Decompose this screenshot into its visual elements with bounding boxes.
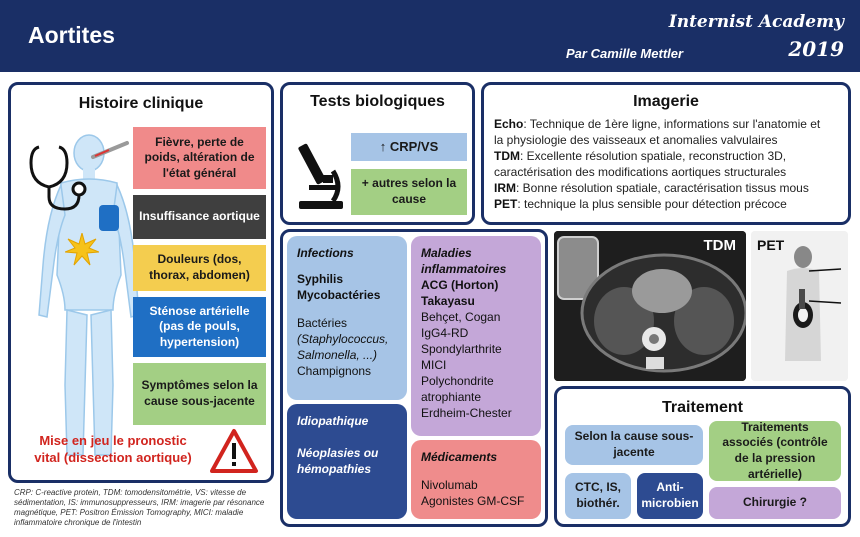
imagerie-line-pet: PET: technique la plus sensible pour détection précoce	[494, 196, 787, 211]
blood-pressure-cuff-icon	[97, 203, 121, 233]
inflammatoires-title: Maladies inflammatoires	[421, 246, 507, 276]
header-bar	[0, 0, 860, 72]
crp-vs-box: ↑ CRP/VS	[351, 133, 467, 161]
idiopathique-label: Idiopathique	[297, 414, 369, 428]
traitement-title: Traitement	[662, 399, 743, 416]
neoplasies-label: Néoplasies ou hémopathies	[297, 445, 379, 476]
imagerie-line-irm: IRM: Bonne résolution spatiale, caractérisation tissus mous	[494, 180, 809, 195]
medicaments-box: Médicaments Nivolumab Agonistes GM-CSF	[411, 440, 541, 519]
autres-tests-box: + autres selon la cause	[351, 169, 467, 215]
infections-title: Infections	[297, 246, 354, 260]
symptom-fievre: Fièvre, perte de poids, altération de l'état général	[133, 127, 266, 189]
imagerie-line-tdm: TDM: Excellente résolution spatiale, reconstruction 3D, caractérisation des modifications aortiques structurales	[494, 148, 787, 179]
panel-histoire-clinique	[8, 82, 274, 483]
idiopathique-neoplasies-box	[287, 404, 407, 519]
pet-body-graphic	[751, 231, 848, 381]
tests-title: Tests biologiques	[310, 93, 445, 110]
traitement-chirurgie: Chirurgie ?	[709, 487, 841, 519]
microscope-icon	[293, 137, 349, 211]
inflammatoires-box: Maladies inflammatoires ACG (Horton) Takayasu Behçet, Cogan IgG4-RD Spondylarthrite MICI Polychondrite atrophiante Erdheim-Chester	[411, 236, 541, 436]
traitement-anti-microbien: Anti-microbien	[637, 473, 703, 519]
pronostic-warning: Mise en jeu le pronostic vital (dissection aortique)	[34, 433, 192, 465]
traitement-ctc-is: CTC, IS, biothér.	[565, 473, 631, 519]
author-label: Par Camille Mettler	[566, 46, 684, 61]
panel-causes	[280, 229, 548, 527]
symptom-douleurs: Douleurs (dos, thorax, abdomen)	[133, 245, 266, 291]
symptom-insuffisance-aortique: Insuffisance aortique	[133, 195, 266, 239]
page-title: Aortites	[28, 22, 115, 48]
panel-tests-biologiques	[280, 82, 475, 225]
pain-star-icon	[65, 233, 99, 267]
symptom-stenose: Sténose artérielle (pas de pouls, hypertension)	[133, 297, 266, 357]
pet-scan-image	[751, 231, 848, 381]
warning-triangle-icon	[209, 428, 259, 474]
abbreviations-footnote: CRP: C-reactive protein, TDM: tomodensitométrie, VS: vitesse de sédimentation, IS: immunosuppresseurs, IRM: imagerie par résonance magnétique, PET: Positron Émission Tomography, MICI: maladie inflammatoire chronique de l'intestin	[14, 488, 265, 527]
symptom-cause-sous-jacente: Symptômes selon la cause sous-jacente	[133, 363, 266, 425]
medicaments-title: Médicaments	[421, 450, 498, 464]
traitements-associes: Traitements associés (contrôle de la pression artérielle)	[709, 421, 841, 481]
panel-imagerie	[481, 82, 851, 225]
tdm-scan-image	[554, 231, 746, 381]
brand-logo	[669, 10, 844, 64]
stethoscope-icon	[25, 143, 95, 213]
pet-label: PET	[757, 237, 785, 253]
tdm-label: TDM	[703, 237, 736, 254]
panel-traitement	[554, 386, 851, 527]
histoire-title: Histoire clinique	[78, 95, 204, 112]
imagerie-line-echo: Echo: Technique de 1ère ligne, informations sur l'anatomie et la physiologie des vaisseaux et anomalies valvulaires	[494, 117, 821, 147]
brand-year: 2019	[788, 36, 844, 61]
imagerie-title: Imagerie	[633, 93, 699, 110]
traitement-selon-cause: Selon la cause sous-jacente	[565, 425, 703, 465]
brand-name: Internist Academy	[668, 12, 844, 32]
imagerie-descriptions	[494, 117, 829, 213]
infections-box: Infections Syphilis Mycobactéries Bactéries (Staphylococcus, Salmonella, ...) Champignons	[287, 236, 407, 400]
